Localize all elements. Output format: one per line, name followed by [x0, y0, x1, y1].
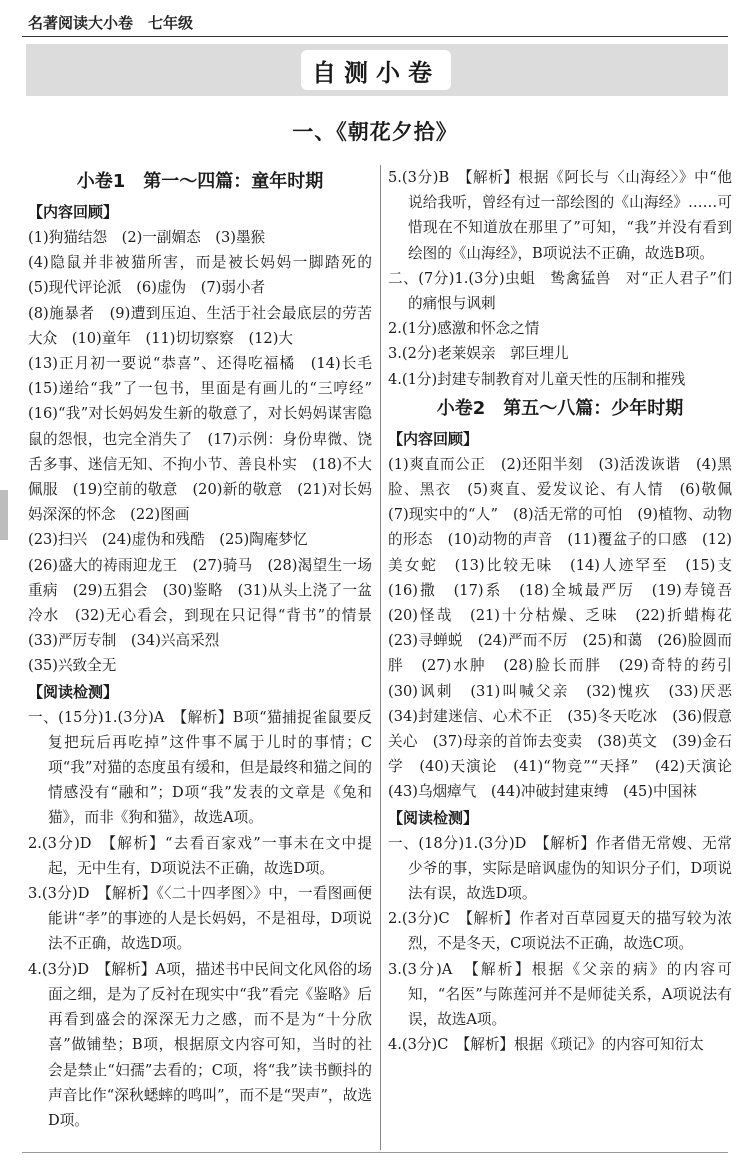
check-heading-2: 【阅读检测】 — [388, 808, 479, 827]
review-line: (23)扫兴 (24)虚伪和残酷 (25)陶庵梦忆 — [28, 531, 308, 549]
answer-item: 一、(18分)1.(3分)D 【解析】作者借无常嫂、无常少爷的事，实际是暗讽虚伪的知识分子们，D项说法有误，故选D项。 — [388, 834, 732, 903]
answer-item: 4.(1分)封建专制教育对儿童天性的压制和摧残 — [388, 370, 686, 388]
review-line: (26)盛大的祷雨迎龙王 (27)骑马 (28)渴望生一场重病 (29)五猖会 (30)鉴略 (31)从头上浇了一盆冷水 (32)无心看会，到现在只记得“背书”的情景 (33)严厉专制 (34)兴高采烈 — [28, 556, 387, 650]
answer-item: 3.(2分)老莱娱亲 郭巨埋儿 — [388, 345, 569, 363]
answer-item: 2.(1分)感激和怀念之情 — [388, 320, 540, 338]
review-heading-1: 【内容回顾】 — [28, 203, 119, 221]
review-heading-2: 【内容回顾】 — [388, 429, 479, 448]
check-heading-1: 【阅读检测】 — [28, 682, 119, 701]
answer-item: 3.(3分)D 【解析】《〈二十四孝图〉》中，一看图画便能讲“孝”的事迹的人是长妈妈，不是祖母，D项说法不正确，故选D项。 — [28, 885, 372, 953]
page-header — [0, 0, 750, 40]
bottom-rule — [22, 1152, 728, 1153]
header-text: 名著阅读大小卷 七年级 — [28, 14, 194, 32]
answer-item: 5.(3分)B 【解析】根据《阿长与〈山海经〉》中“他说给我听，曾经有过一部绘图的《山海经》……可惜现在不知道放在那里了”可知，“我”并没有看到绘图的《山海经》，B项说法不正确，故选B项。 — [388, 169, 732, 262]
review-line: (4)隐鼠并非被猫所害，而是被长妈妈一脚踏死的 (5)现代评论派 (6)虚伪 (7)弱小者 — [28, 254, 387, 297]
header-rule — [22, 36, 728, 37]
review-line: (13)正月初一要说“恭喜”、还得吃福橘 (14)长毛 (15)递给“我”了一包书，里面是有画儿的“三哼经” (16)“我”对长妈妈发生新的敬意了，对长妈妈谋害隐鼠的怨恨，也完全消失了 (17)示例：身份卑微、饶舌多事、迷信无知、不拘小节、善良朴实 (18)不大佩服 (19)空前的敬意 (20)新的敬意 (21)对长妈妈深深的怀念 (22)图画 — [28, 355, 387, 524]
title-banner — [26, 44, 728, 96]
answer-item: 2.(3分)D 【解析】“去看百家戏”一事未在文中提起，无中生有，D项说法不正确，故选D项。 — [28, 834, 372, 877]
right-column — [388, 165, 747, 1058]
answer-item: 2.(3分)C 【解析】作者对百草园夏天的描写较为浓烈，不是冬天，C项说法不正确，故选C项。 — [388, 910, 732, 953]
section-title: 一、《朝花夕拾》 — [292, 120, 458, 144]
answer-item: 4.(3分)D 【解析】A项，描述书中民间文化风俗的场面之细，是为了反衬在现实中“我”看完《鉴略》后再看到盛会的深深无力之感，而不是为“十分欣喜”做铺垫；B项，根据原文内容可知，当时的社会是禁止“妇孺”去看的；C项，将“我”读书颤抖的声音比作“深秋蟋蟀的鸣叫”，而不是“哭声”，故选D项。 — [28, 960, 372, 1129]
answer-item: 4.(3分)C 【解析】根据《琐记》的内容可知衍太 — [388, 1036, 704, 1054]
review-line: (35)兴致全无 — [28, 657, 117, 675]
chapter-title-2: 小卷2 第五～八篇：少年时期 — [436, 397, 684, 419]
review-text: (1)爽直而公正 (2)还阳半刻 (3)活泼诙谐 (4)黑脸、黑衣 (5)爽直、爱发议论、有人情 (6)敬佩 (7)现实中的“人” (8)活无常的可怕 (9)植物、动物的形态 (10)动物的声音 (11)覆盆子的口感 (12)美女蛇 (13)比较无味 (14)人迹罕至 (15)支 (16)撒 (17)系 (18)全城最严厉 (19)寿镜吾 (20)怪哉 (21)十分枯燥、乏味 (22)折蜡梅花 (23)寻蝉蜕 (24)严而不厉 (25)和蔼 (26)脸圆而胖 (27)水肿 (28)脸长而胖 (29)奇特的药引 (30)讽刺 (31)叫喊父亲 (32)愧疚 (33)厌恶 (34)封建迷信、心术不正 (35)冬天吃冰 (36)假意关心 (37)母亲的首饰去变卖 (38)英文 (39)金石学 (40)天演论 (41)“物竞”“天择” (42)天演论 (43)乌烟瘴气 (44)冲破封建束缚 (45)中国袜 — [388, 455, 747, 801]
review-line: (8)施暴者 (9)遭到压迫、生活于社会最底层的劳苦大众 (10)童年 (11)切切察察 (12)大 — [28, 304, 372, 347]
answer-item: 二、(7分)1.(3分)虫蛆 鸷禽猛兽 对“正人君子”们的痛恨与讽刺 — [388, 269, 732, 313]
answer-item: 一、(15分)1.(3分)A 【解析】B项“猫捕捉雀鼠要反复把玩后再吃掉”这件事不属于儿时的事情；C项“我”对猫的态度虽有缓和，但是最终和猫之间的情感没有“融和”；D项“我”发表的文章是《兔和猫》，而非《狗和猫》，故选A项。 — [28, 708, 372, 827]
banner-title: 自测小卷 — [301, 50, 451, 90]
column-divider — [380, 165, 381, 1150]
page-edge-tab — [0, 490, 8, 540]
review-line: (1)狗猫结怨 (2)一副媚态 (3)墨猴 — [28, 229, 266, 246]
answer-item: 3.(3分)A 【解析】根据《父亲的病》的内容可知，“名医”与陈莲河并不是师徒关系，A项说法有误，故选A项。 — [388, 960, 732, 1029]
chapter-title-1: 小卷1 第一～四篇：童年时期 — [76, 171, 324, 192]
left-column — [28, 165, 387, 1133]
